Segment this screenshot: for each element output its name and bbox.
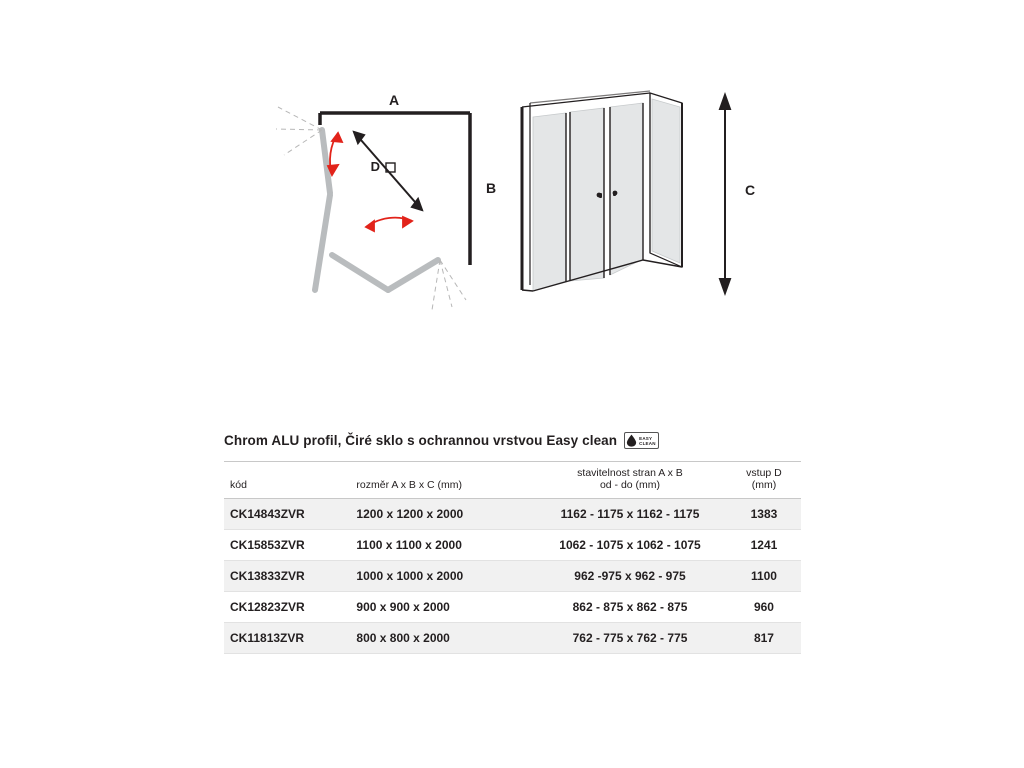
pane-right-side xyxy=(652,99,680,263)
cell-adjust: 1162 - 1175 x 1162 - 1175 xyxy=(533,499,727,530)
swing-trace-1 xyxy=(278,107,322,130)
cell-size: 1200 x 1200 x 2000 xyxy=(350,499,533,530)
perspective-view-svg xyxy=(500,85,770,325)
spec-table xyxy=(224,461,801,654)
dimension-C-arrow xyxy=(720,95,730,293)
red-arrow-head-up xyxy=(332,133,342,142)
cell-size: 900 x 900 x 2000 xyxy=(350,592,533,623)
label-B: B xyxy=(486,180,497,196)
table-row[interactable] xyxy=(224,623,801,654)
swing-trace-3 xyxy=(284,130,322,155)
cell-adjust: 1062 - 1075 x 1062 - 1075 xyxy=(533,530,727,561)
table-row[interactable] xyxy=(224,530,801,561)
cell-adjust: 862 - 875 x 862 - 875 xyxy=(533,592,727,623)
header-entry xyxy=(727,462,801,499)
spec-table-block xyxy=(224,432,801,654)
cell-entry: 960 xyxy=(727,592,801,623)
header-adjust-line2: od - do (mm) xyxy=(599,479,661,491)
fixed-panel-left xyxy=(322,130,330,193)
swing-trace-2 xyxy=(276,129,322,130)
spec-table-body xyxy=(224,499,801,654)
cell-size: 1100 x 1100 x 2000 xyxy=(350,530,533,561)
cell-adjust: 962 -975 x 962 - 975 xyxy=(533,561,727,592)
label-A: A xyxy=(388,92,400,108)
table-row[interactable] xyxy=(224,499,801,530)
cell-adjust: 762 - 775 x 762 - 775 xyxy=(533,623,727,654)
easy-clean-line1: EASY xyxy=(639,435,653,441)
easy-clean-badge xyxy=(624,432,659,449)
header-adjust xyxy=(533,462,727,499)
plan-view-svg xyxy=(270,85,520,325)
swing-trace-4 xyxy=(440,260,466,300)
swing-trace-6 xyxy=(432,260,440,310)
cell-entry: 1100 xyxy=(727,561,801,592)
header-code: kód xyxy=(230,479,247,491)
cell-code: CK15853ZVR xyxy=(224,530,350,561)
door-leaf-lower xyxy=(332,255,388,290)
label-D: D xyxy=(370,159,380,174)
table-row[interactable] xyxy=(224,592,801,623)
door-leaf-left-open xyxy=(315,195,330,290)
header-adjust-line1: stavitelnost stran A x B xyxy=(577,467,683,479)
cell-entry: 1383 xyxy=(727,499,801,530)
cell-code: CK14843ZVR xyxy=(224,499,350,530)
table-title: Chrom ALU profil, Čiré sklo s ochrannou vrstvou Easy clean xyxy=(224,433,618,448)
pane-right-door xyxy=(610,103,643,275)
perspective-view-diagram xyxy=(500,85,770,330)
label-C: C xyxy=(745,182,756,198)
spec-table-header-row xyxy=(224,462,801,499)
bottom-edge-left xyxy=(522,290,533,291)
table-title-row xyxy=(224,432,801,449)
cell-code: CK11813ZVR xyxy=(224,623,350,654)
cell-size: 800 x 800 x 2000 xyxy=(350,623,533,654)
spec-table-head xyxy=(224,462,801,499)
cell-size: 1000 x 1000 x 2000 xyxy=(350,561,533,592)
door-leaf-lower-2 xyxy=(388,260,438,290)
red-arrow-head-left xyxy=(366,221,374,231)
cell-code: CK12823ZVR xyxy=(224,592,350,623)
plan-view-diagram xyxy=(270,85,520,330)
pane-left-fixed xyxy=(533,113,566,291)
cell-code: CK13833ZVR xyxy=(224,561,350,592)
header-size: rozměr A x B x C (mm) xyxy=(356,479,463,491)
table-row[interactable] xyxy=(224,561,801,592)
header-entry-line2: (mm) xyxy=(751,479,777,491)
water-drop-icon xyxy=(626,434,637,447)
red-arrow-head-right xyxy=(403,217,412,227)
cell-entry: 817 xyxy=(727,623,801,654)
easy-clean-line2: CLEAN xyxy=(639,440,656,446)
swing-trace-5 xyxy=(440,260,452,307)
entry-arrow-line xyxy=(354,132,422,210)
cell-entry: 1241 xyxy=(727,530,801,561)
header-entry-line1: vstup D xyxy=(746,467,782,479)
